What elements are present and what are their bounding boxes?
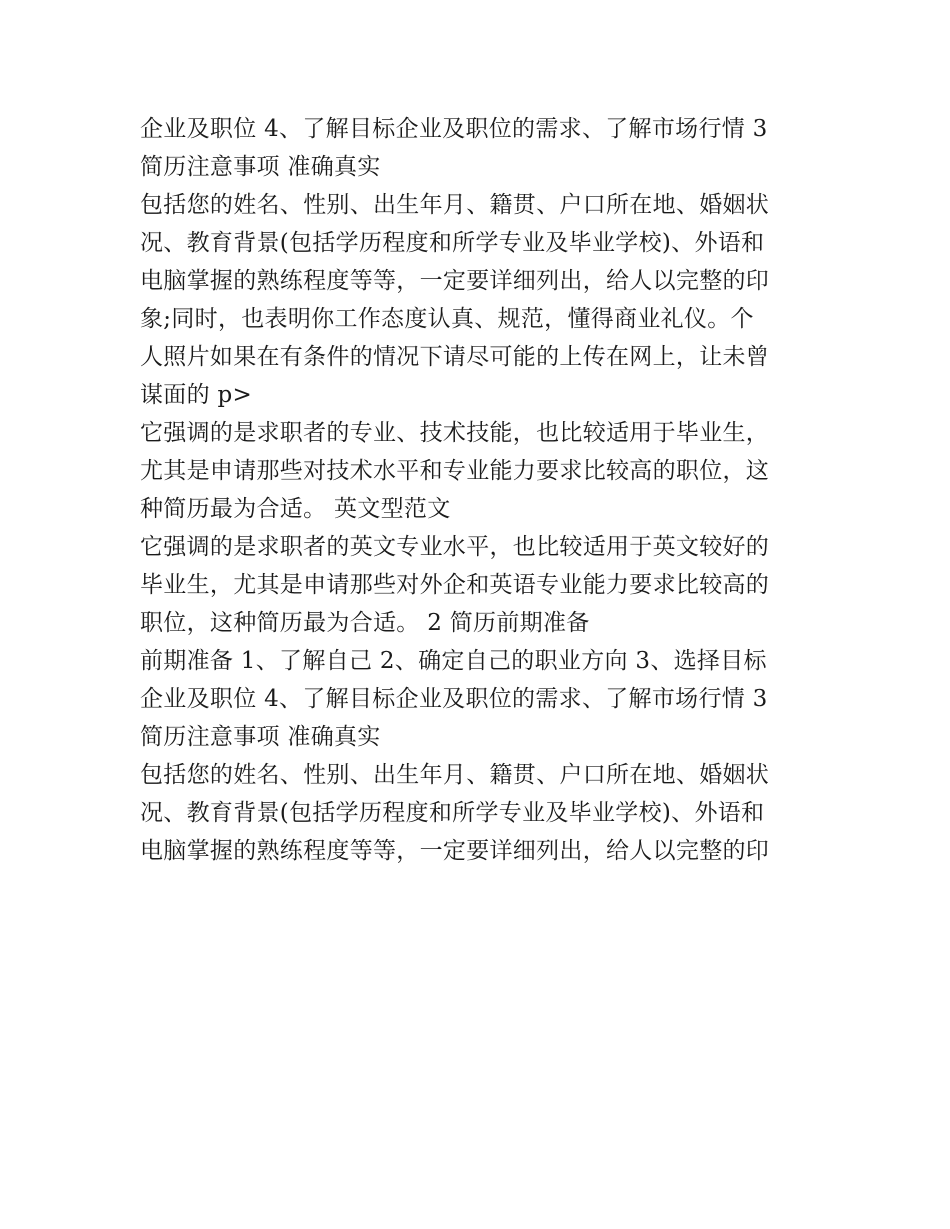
text-line: 电脑掌握的熟练程度等等，一定要详细列出，给人以完整的印	[140, 838, 770, 864]
text-line: 它强调的是求职者的英文专业水平，也比较适用于英文较好的	[140, 534, 770, 560]
text-line: 电脑掌握的熟练程度等等，一定要详细列出，给人以完整的印	[140, 268, 770, 294]
text-line: 前期准备 1、了解自己 2、确定自己的职业方向 3、选择目标	[140, 648, 767, 674]
text-line: 况、教育背景(包括学历程度和所学专业及毕业学校)、外语和	[140, 800, 765, 826]
text-line: 人照片如果在有条件的情况下请尽可能的上传在网上，让未曾	[140, 344, 770, 370]
text-line: 况、教育背景(包括学历程度和所学专业及毕业学校)、外语和	[140, 230, 765, 256]
text-line: 职位，这种简历最为合适。 2 简历前期准备	[140, 610, 590, 636]
text-line: 企业及职位 4、了解目标企业及职位的需求、了解市场行情 3	[140, 116, 768, 142]
text-line: 谋面的 p>	[140, 382, 253, 408]
text-line: 包括您的姓名、性别、出生年月、籍贯、户口所在地、婚姻状	[140, 762, 770, 788]
text-line: 象;同时，也表明你工作态度认真、规范，懂得商业礼仪。个	[140, 306, 754, 332]
text-line: 简历注意事项 准确真实	[140, 154, 381, 180]
text-line: 种简历最为合适。 英文型范文	[140, 496, 451, 522]
text-line: 尤其是申请那些对技术水平和专业能力要求比较高的职位，这	[140, 458, 770, 484]
text-line: 企业及职位 4、了解目标企业及职位的需求、了解市场行情 3	[140, 686, 768, 712]
document-body	[140, 110, 820, 870]
text-line: 它强调的是求职者的专业、技术技能，也比较适用于毕业生，	[140, 420, 770, 446]
text-line: 包括您的姓名、性别、出生年月、籍贯、户口所在地、婚姻状	[140, 192, 770, 218]
text-line: 简历注意事项 准确真实	[140, 724, 381, 750]
text-line: 毕业生，尤其是申请那些对外企和英语专业能力要求比较高的	[140, 572, 770, 598]
